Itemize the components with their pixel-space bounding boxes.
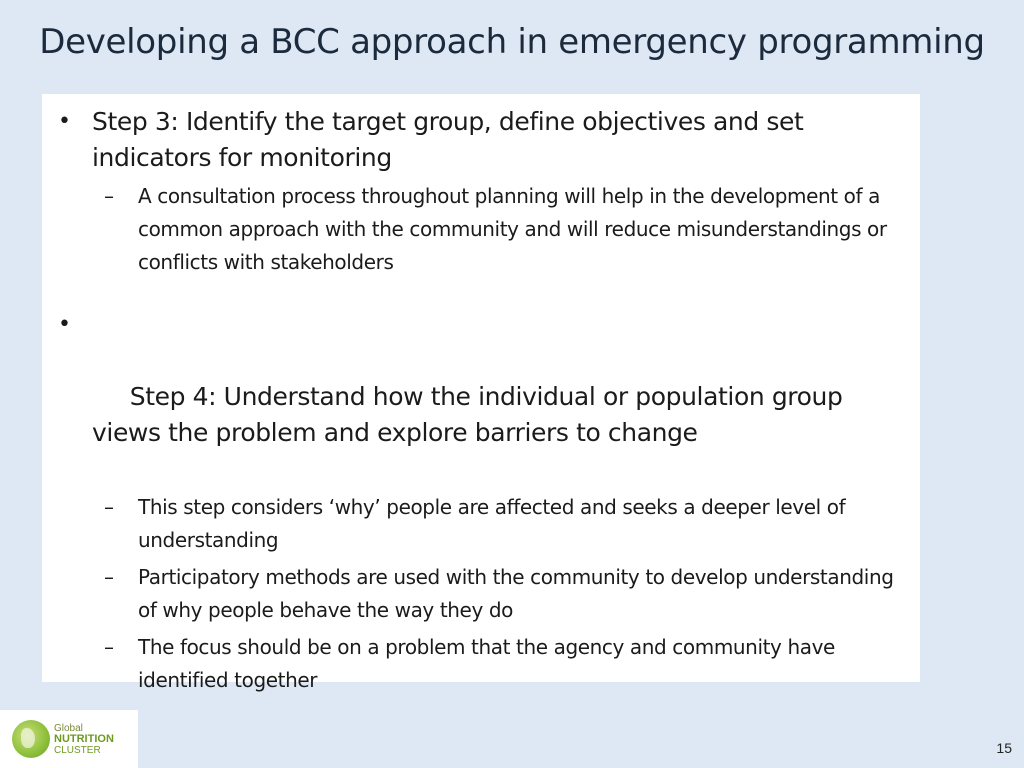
- bullet-text: Step 4: Understand how the individual or population group views the problem and explore barriers to change: [92, 382, 850, 447]
- slide-title: Developing a BCC approach in emergency programming: [39, 22, 985, 62]
- content-box: [42, 94, 920, 692]
- sub-marker: –: [104, 565, 114, 589]
- sub-marker: –: [104, 635, 114, 659]
- bullet-text: Step 3: Identify the target group, define objectives and set indicators for monitoring: [92, 107, 804, 172]
- bullet-step-4: [58, 307, 904, 487]
- page-number: 15: [996, 740, 1012, 756]
- sub-item-text: This step considers ‘why’ people are affected and seeks a deeper level of understanding: [138, 495, 846, 552]
- bullet-marker: •: [58, 312, 71, 337]
- sub-item: [58, 631, 904, 697]
- global-nutrition-cluster-logo: [0, 710, 138, 768]
- logo-text: [54, 723, 114, 756]
- sub-item: [58, 561, 904, 627]
- sub-item: [58, 491, 904, 557]
- globe-icon: [12, 720, 50, 758]
- logo-line-2: NUTRITION: [54, 732, 114, 745]
- logo-line-1: Global: [54, 722, 83, 734]
- sub-item: [58, 180, 904, 279]
- sub-item-text: A consultation process throughout planning will help in the development of a common approach with the community and will reduce misunderstandings or conflicts with stakeholders: [138, 184, 887, 274]
- bullet-marker: •: [58, 109, 71, 134]
- sub-marker: –: [104, 184, 114, 208]
- sub-item-text: Participatory methods are used with the community to develop understanding of why people behave the way they do: [138, 565, 894, 622]
- sub-marker: –: [104, 495, 114, 519]
- sub-item-text: The focus should be on a problem that the agency and community have identified together: [138, 635, 835, 692]
- bullet-step-3: [58, 104, 904, 176]
- logo-line-3: CLUSTER: [54, 744, 101, 756]
